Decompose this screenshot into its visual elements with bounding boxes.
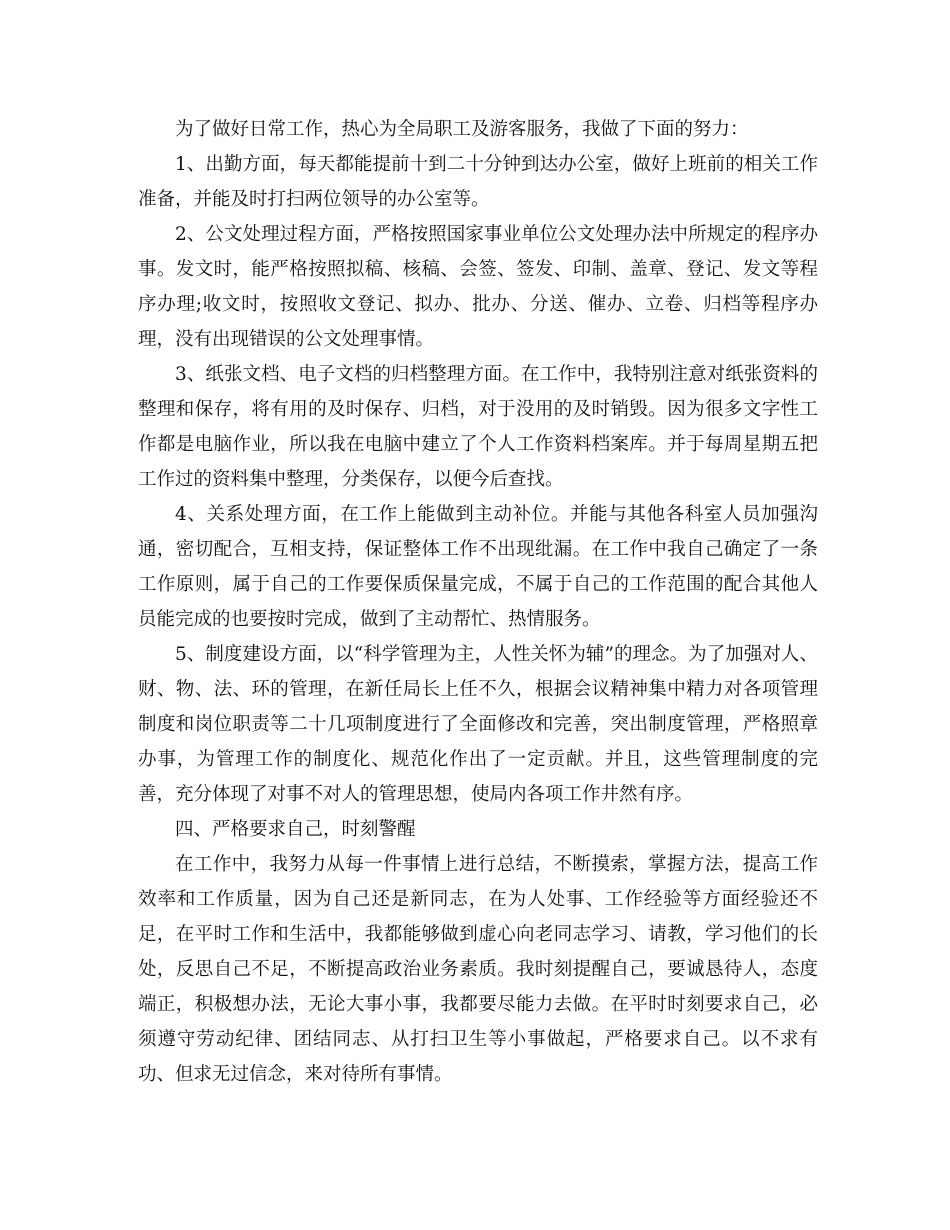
intro-paragraph: 为了做好日常工作，热心为全局职工及游客服务，我做了下面的努力：	[175, 119, 749, 140]
relations-paragraph: 4、关系处理方面，在工作上能做到主动补位。并能与其他各科室人员加强沟通，密切配合，互相支持，保证整体工作不出现纰漏。在工作中我自己确定了一条工作原则，属于自己的工作要保质保量完成，不属于自己的工作范围的配合其他人员能完成的也要按时完成，做到了主动帮忙、热情服务。	[138, 504, 818, 630]
document-body	[138, 112, 818, 1092]
document-processing-paragraph: 2、公文处理过程方面，严格按照国家事业单位公文处理办法中所规定的程序办事。发文时，能严格按照拟稿、核稿、会签、签发、印制、盖章、登记、发文等程序办理;收文时，按照收文登记、拟办、批办、分送、催办、立卷、归档等程序办理，没有出现错误的公文处理事情。	[138, 224, 818, 350]
archiving-paragraph: 3、纸张文档、电子文档的归档整理方面。在工作中，我特别注意对纸张资料的整理和保存，将有用的及时保存、归档，对于没用的及时销毁。因为很多文字性工作都是电脑作业，所以我在电脑中建立了个人工作资料档案库。并于每周星期五把工作过的资料集中整理，分类保存，以便今后查找。	[138, 364, 818, 490]
attendance-paragraph: 1、出勤方面，每天都能提前十到二十分钟到达办公室，做好上班前的相关工作准备，并能及时打扫两位领导的办公室等。	[138, 154, 818, 210]
section-heading: 四、严格要求自己，时刻警醒	[175, 819, 416, 840]
system-building-paragraph: 5、制度建设方面，以“科学管理为主，人性关怀为辅”的理念。为了加强对人、财、物、法、环的管理，在新任局长上任不久，根据会议精神集中精力对各项管理制度和岗位职责等二十几项制度进行了全面修改和完善，突出制度管理，严格照章办事，为管理工作的制度化、规范化作出了一定贡献。并且，这些管理制度的完善，充分体现了对事不对人的管理思想，使局内各项工作井然有序。	[138, 644, 818, 805]
self-discipline-paragraph: 在工作中，我努力从每一件事情上进行总结，不断摸索，掌握方法，提高工作效率和工作质量，因为自己还是新同志，在为人处事、工作经验等方面经验还不足，在平时工作和生活中，我都能够做到虚心向老同志学习、请教，学习他们的长处，反思自己不足，不断提高政治业务素质。我时刻提醒自己，要诚恳待人，态度端正，积极想办法，无论大事小事，我都要尽能力去做。在平时时刻要求自己，必须遵守劳动纪律、团结同志、从打扫卫生等小事做起，严格要求自己。以不求有功、但求无过信念，来对待所有事情。	[138, 854, 818, 1085]
